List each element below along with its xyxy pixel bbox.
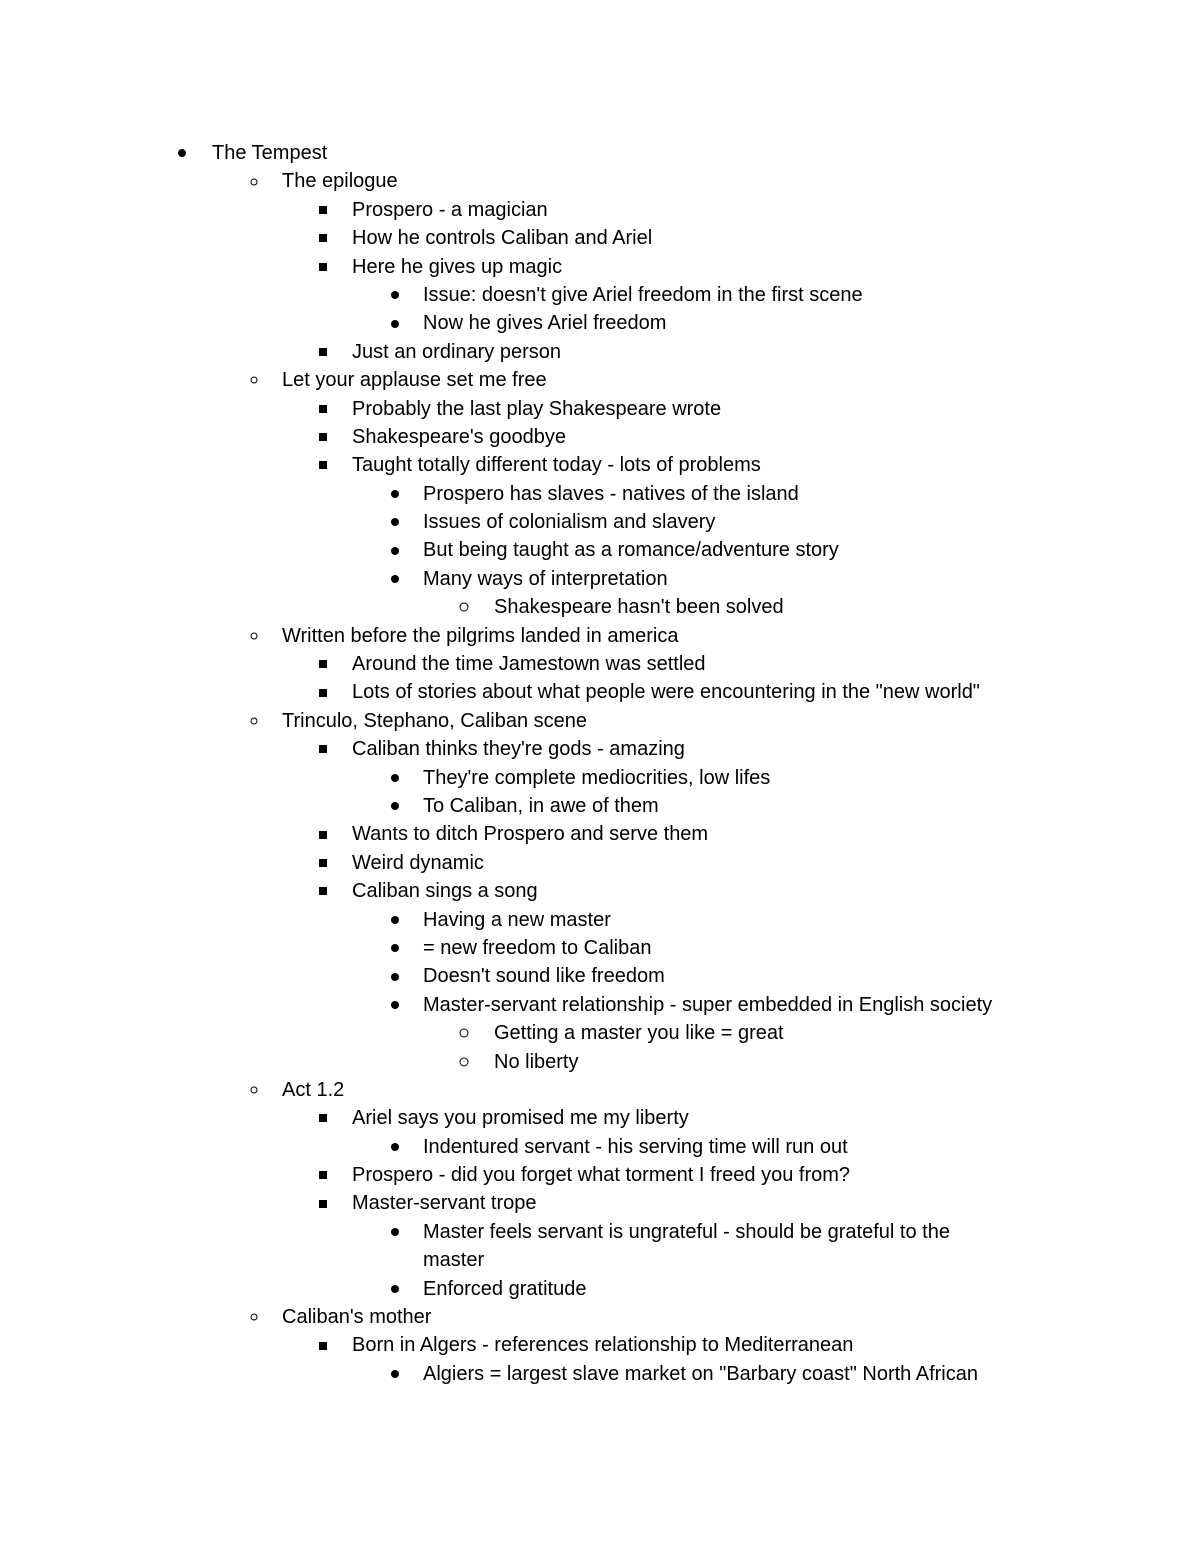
list-item-text: Probably the last play Shakespeare wrote (352, 397, 722, 420)
list-item (0, 735, 1200, 763)
list-item-text: The Tempest (212, 142, 328, 164)
list-item-text: Let your applause set me free (282, 369, 547, 392)
disc-icon (391, 802, 399, 810)
disc-icon (391, 774, 399, 782)
list-item (0, 1189, 1200, 1217)
disc-icon (391, 320, 399, 328)
square-icon (319, 405, 327, 413)
list-item-text: Shakespeare's goodbye (352, 425, 566, 448)
list-item (0, 1076, 1200, 1104)
list-item-text: Enforced gratitude (423, 1277, 587, 1300)
list-item-text: Lots of stories about what people were encountering in the "new world" (352, 681, 980, 704)
disc-icon (391, 973, 399, 981)
list-item-text: Issues of colonialism and slavery (423, 511, 716, 534)
circle-icon (251, 178, 258, 185)
list-item-text: Caliban sings a song (352, 880, 538, 903)
list-item (0, 622, 1200, 650)
list-item (0, 650, 1200, 678)
list-item (0, 934, 1200, 962)
square-icon (319, 831, 327, 839)
disc-icon (391, 944, 399, 952)
list-item (0, 1275, 1200, 1303)
notes-outline (0, 139, 1200, 1388)
list-item-text: The epilogue (282, 170, 398, 193)
list-item-text: Prospero - a magician (352, 198, 548, 221)
disc-icon (391, 518, 399, 526)
list-item (0, 678, 1200, 706)
list-item-text: Algiers = largest slave market on "Barbary coast" North African (423, 1362, 978, 1385)
list-item (0, 593, 1200, 621)
disc-icon (391, 291, 399, 299)
list-item (0, 820, 1200, 848)
list-item-text: Wants to ditch Prospero and serve them (352, 823, 709, 846)
list-item-text: Born in Algers - references relationship to Mediterranean (352, 1334, 854, 1357)
list-item-text: Prospero - did you forget what torment I freed you from? (352, 1164, 851, 1187)
square-icon (319, 745, 327, 753)
disc-icon (391, 1001, 399, 1009)
list-item-text: Issue: doesn't give Ariel freedom in the first scene (423, 283, 863, 306)
disc-icon (391, 490, 399, 498)
list-item-text: To Caliban, in awe of them (423, 794, 659, 817)
ring-icon (460, 603, 469, 612)
list-item (0, 565, 1200, 593)
list-item (0, 309, 1200, 337)
list-item (0, 139, 1200, 167)
list-item (0, 395, 1200, 423)
list-item (0, 196, 1200, 224)
list-item-text: Master-servant relationship - super embedded in English society (423, 993, 993, 1016)
square-icon (319, 1114, 327, 1122)
list-item (0, 1161, 1200, 1189)
list-item (0, 707, 1200, 735)
list-item (0, 167, 1200, 195)
list-item-text: Getting a master you like = great (494, 1022, 784, 1045)
list-item (0, 253, 1200, 281)
list-item-text: Many ways of interpretation (423, 567, 668, 590)
square-icon (319, 1200, 327, 1208)
disc-icon (391, 547, 399, 555)
list-item (0, 423, 1200, 451)
disc-icon (391, 1370, 399, 1378)
disc-icon (391, 1285, 399, 1293)
list-item-text: Doesn't sound like freedom (423, 965, 665, 988)
list-item (0, 991, 1200, 1019)
square-icon (319, 660, 327, 668)
ring-icon (460, 1057, 469, 1066)
list-item-text: = new freedom to Caliban (423, 936, 652, 959)
list-item-text: Weird dynamic (352, 851, 484, 874)
list-item-text: Taught totally different today - lots of problems (352, 454, 761, 477)
list-item-text: But being taught as a romance/adventure story (423, 539, 839, 562)
list-item-text: Master feels servant is ungrateful - should be grateful to the master (423, 1220, 950, 1272)
list-item-text: They're complete mediocrities, low lifes (423, 766, 771, 789)
circle-icon (251, 1314, 258, 1321)
list-item (0, 1360, 1200, 1388)
list-item (0, 224, 1200, 252)
circle-icon (251, 377, 258, 384)
list-item-text: Written before the pilgrims landed in america (282, 624, 679, 647)
square-icon (319, 859, 327, 867)
list-item (0, 281, 1200, 309)
list-item-text: Caliban's mother (282, 1306, 432, 1329)
square-icon (319, 1342, 327, 1350)
square-icon (319, 461, 327, 469)
list-item (0, 338, 1200, 366)
list-item (0, 451, 1200, 479)
disc-icon (391, 916, 399, 924)
circle-icon (251, 1087, 258, 1094)
disc-icon (178, 149, 186, 157)
square-icon (319, 348, 327, 356)
list-item-text: Indentured servant - his serving time will run out (423, 1135, 848, 1158)
square-icon (319, 1171, 327, 1179)
list-item-text: Having a new master (423, 908, 611, 931)
circle-icon (251, 718, 258, 725)
list-item (0, 906, 1200, 934)
list-item-text: Around the time Jamestown was settled (352, 653, 706, 676)
list-item-text: Master-servant trope (352, 1192, 537, 1215)
square-icon (319, 263, 327, 271)
list-item (0, 962, 1200, 990)
list-item-text: Just an ordinary person (352, 340, 562, 363)
list-item (0, 1019, 1200, 1047)
list-item-text: No liberty (494, 1050, 579, 1073)
list-item-text: Now he gives Ariel freedom (423, 312, 667, 335)
list-item-text: Trinculo, Stephano, Caliban scene (282, 709, 587, 732)
list-item-text: Caliban thinks they're gods - amazing (352, 738, 685, 761)
ring-icon (460, 1029, 469, 1038)
circle-icon (251, 632, 258, 639)
list-item (0, 480, 1200, 508)
square-icon (319, 887, 327, 895)
square-icon (319, 433, 327, 441)
list-item-text: Act 1.2 (282, 1078, 345, 1101)
list-item-text: Here he gives up magic (352, 255, 563, 278)
square-icon (319, 689, 327, 697)
list-item-text: Ariel says you promised me my liberty (352, 1107, 689, 1130)
list-item-text: How he controls Caliban and Ariel (352, 227, 653, 250)
list-item (0, 1218, 1200, 1275)
disc-icon (391, 1228, 399, 1236)
list-item (0, 1133, 1200, 1161)
list-item (0, 1048, 1200, 1076)
list-item (0, 366, 1200, 394)
list-item (0, 1104, 1200, 1132)
list-item-text: Shakespeare hasn't been solved (494, 596, 784, 619)
list-item (0, 792, 1200, 820)
disc-icon (391, 575, 399, 583)
list-item (0, 877, 1200, 905)
list-item (0, 536, 1200, 564)
list-item-text: Prospero has slaves - natives of the island (423, 482, 799, 505)
list-item (0, 764, 1200, 792)
square-icon (319, 234, 327, 242)
list-item (0, 1331, 1200, 1359)
list-item (0, 508, 1200, 536)
list-item (0, 1303, 1200, 1331)
disc-icon (391, 1143, 399, 1151)
list-item (0, 849, 1200, 877)
square-icon (319, 206, 327, 214)
